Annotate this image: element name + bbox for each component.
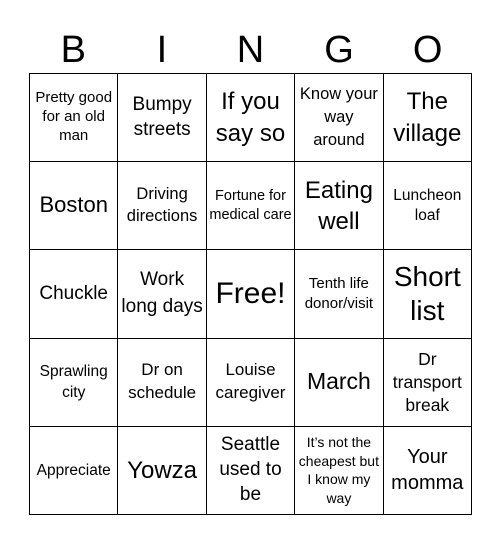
- bingo-cell[interactable]: [295, 162, 383, 250]
- bingo-cell[interactable]: [118, 339, 206, 427]
- bingo-cell[interactable]: [30, 74, 118, 162]
- cell-text: Know your way around: [299, 84, 378, 150]
- bingo-cell[interactable]: [207, 74, 295, 162]
- bingo-cell[interactable]: [118, 162, 206, 250]
- cell-text: Tenth life donor/visit: [304, 274, 374, 312]
- bingo-cell[interactable]: [207, 339, 295, 427]
- cell-text: Boston: [39, 192, 108, 218]
- cell-text: Appreciate: [36, 461, 111, 479]
- bingo-cell[interactable]: [384, 427, 472, 515]
- bingo-cell[interactable]: [30, 427, 118, 515]
- bingo-cell[interactable]: [384, 250, 472, 338]
- bingo-cell[interactable]: [384, 339, 472, 427]
- bingo-cell[interactable]: [384, 162, 472, 250]
- bingo-cell[interactable]: [295, 427, 383, 515]
- bingo-cell[interactable]: [207, 162, 295, 250]
- cell-text: The village: [393, 88, 462, 147]
- cell-text: Chuckle: [39, 282, 109, 304]
- bingo-cell[interactable]: [384, 74, 472, 162]
- cell-text: Your momma: [391, 446, 464, 495]
- header-letter-o: O: [412, 29, 443, 71]
- bingo-cell[interactable]: [207, 427, 295, 515]
- bingo-cell[interactable]: [295, 250, 383, 338]
- bingo-board: [29, 73, 472, 515]
- cell-text: Seattle used to be: [219, 434, 282, 505]
- cell-text: Yowza: [127, 456, 198, 484]
- cell-text: If you say so: [215, 88, 286, 147]
- cell-text: Free!: [215, 276, 286, 310]
- cell-text: Dr on schedule: [128, 360, 197, 403]
- cell-text: Luncheon loaf: [393, 186, 462, 224]
- bingo-cell[interactable]: [295, 339, 383, 427]
- cell-text: Work long days: [121, 269, 203, 317]
- bingo-cell[interactable]: [30, 339, 118, 427]
- bingo-cell[interactable]: [118, 250, 206, 338]
- bingo-cell[interactable]: [30, 162, 118, 250]
- cell-text: Sprawling city: [39, 362, 108, 402]
- cell-text: Pretty good for an old man: [35, 89, 113, 144]
- cell-text: Driving directions: [126, 185, 198, 225]
- cell-text: Bumpy streets: [132, 93, 192, 140]
- cell-text: Short list: [393, 261, 461, 326]
- bingo-cell[interactable]: [295, 74, 383, 162]
- bingo-cell[interactable]: [118, 74, 206, 162]
- bingo-cell[interactable]: [207, 250, 295, 338]
- header-letter-g: G: [324, 29, 354, 71]
- cell-text: March: [306, 368, 371, 395]
- cell-text: Louise caregiver: [215, 360, 286, 403]
- header-letter-n: N: [236, 29, 265, 71]
- bingo-cell[interactable]: [118, 427, 206, 515]
- header-letter-b: B: [60, 29, 86, 71]
- cell-text: It’s not the cheapest but I know my way: [298, 433, 379, 507]
- bingo-cell[interactable]: [30, 250, 118, 338]
- cell-text: Fortune for medical care: [209, 187, 292, 223]
- cell-text: Dr transport break: [392, 349, 462, 415]
- bingo-header: [29, 26, 472, 74]
- cell-text: Eating well: [304, 176, 373, 235]
- header-letter-i: I: [156, 29, 168, 71]
